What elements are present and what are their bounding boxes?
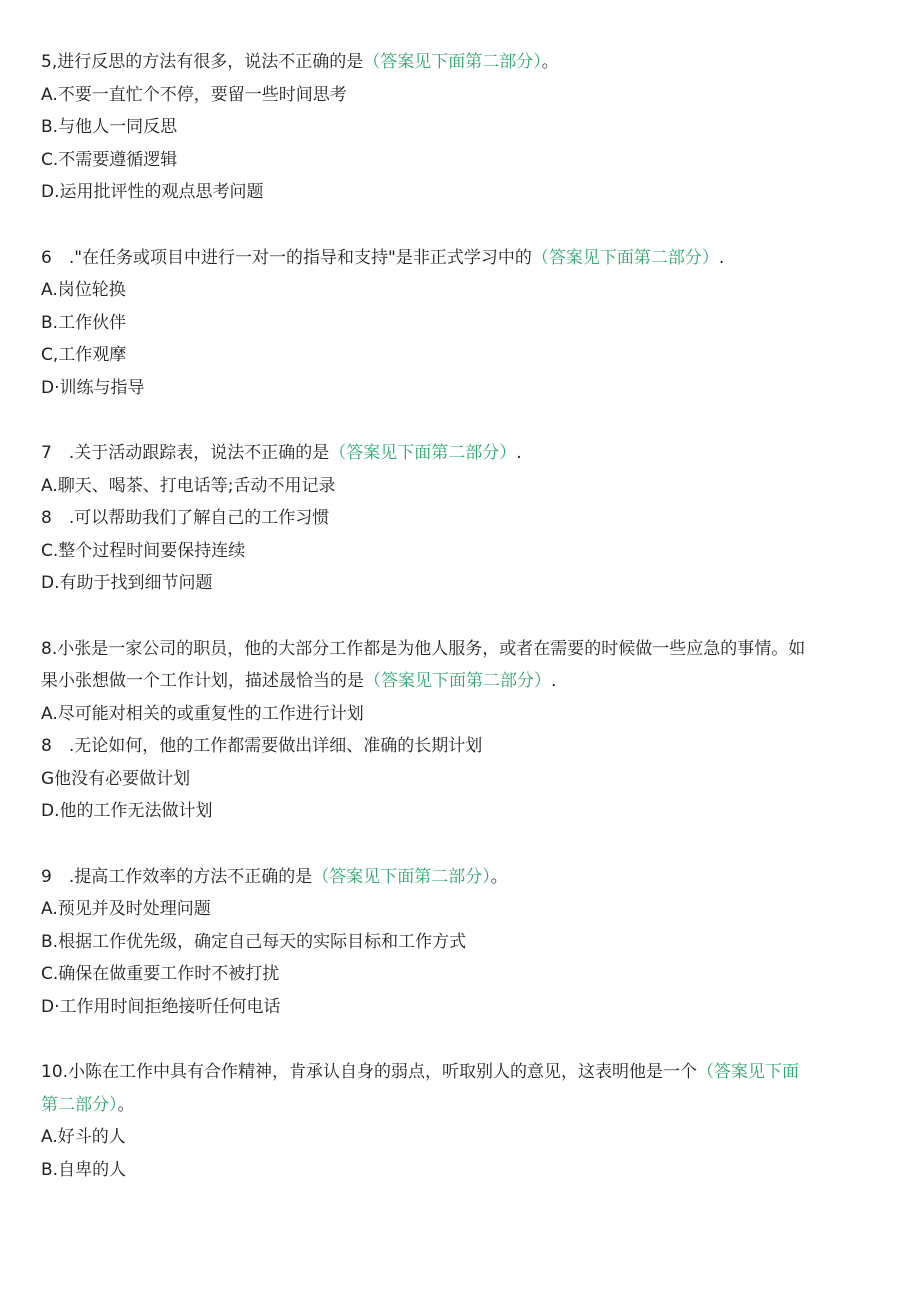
answer-hint: 第二部分）	[41, 1094, 118, 1115]
question-list	[41, 46, 881, 1219]
option-b: B.自卑的人	[41, 1159, 127, 1180]
option-b: B.工作伙伴	[41, 312, 127, 333]
question-stem-line2	[41, 1089, 881, 1122]
stem-text: 6 ."在任务或项目中进行一对一的指导和支持"是非正式学习中的	[41, 247, 532, 268]
question-7	[41, 437, 881, 600]
question-stem-line2	[41, 665, 881, 698]
answer-hint: （答案见下面第二部分）	[329, 443, 517, 463]
option-d: D·工作用时间拒绝接听任何电话	[41, 996, 281, 1017]
stem-tail: 。	[117, 1094, 135, 1115]
question-stem	[41, 242, 881, 275]
stem-text: 5,进行反思的方法有很多，说法不正确的是	[41, 52, 364, 72]
option-a: A.聊天、喝茶、打电话等;舌动不用记录	[41, 475, 336, 496]
option-a: A.尽可能对相关的或重复性的工作进行计划	[41, 703, 364, 724]
answer-hint: （答案见下面第二部分）	[312, 866, 491, 887]
option-b: B.根据工作优先级，确定自己每天的实际目标和工作方式	[41, 931, 467, 952]
question-9	[41, 861, 881, 1024]
stem-tail: .	[551, 671, 557, 691]
stem-tail: 。	[490, 866, 508, 887]
question-stem-line1: 8.小张是一家公司的职员，他的大部分工作都是为他人服务，或者在需要的时候做一些应急的事情。如	[41, 638, 806, 659]
option-a: A.不要一直忙个不停，要留一些时间思考	[41, 84, 347, 105]
option-d: D.有助于找到细节问题	[41, 573, 213, 593]
stem-text: 9 .提高工作效率的方法不正确的是	[41, 866, 313, 887]
question-stem	[41, 46, 881, 79]
option-c: C,工作观摩	[41, 345, 127, 365]
option-c: G他没有必要做计划	[41, 768, 191, 789]
question-10	[41, 1056, 881, 1186]
option-a: A.好斗的人	[41, 1127, 126, 1147]
answer-hint: （答案见下面第二部分）	[531, 247, 719, 268]
option-d: D.运用批评性的观点思考问题	[41, 182, 264, 202]
stem-tail: 。	[541, 52, 559, 72]
option-c: C.整个过程时间要保持连续	[41, 540, 246, 561]
option-d: D·训练与指导	[41, 377, 145, 398]
option-b: 8 .无论如何，他的工作都需要做出详细、准确的长期计划	[41, 736, 483, 756]
question-stem-line1	[41, 1056, 881, 1089]
option-c: C.不需要遵循逻辑	[41, 149, 178, 170]
question-8	[41, 633, 881, 828]
answer-hint: （答案见下面	[697, 1062, 800, 1082]
stem-tail: .	[516, 443, 522, 463]
question-5	[41, 46, 881, 209]
stem-tail: .	[718, 247, 725, 268]
question-stem	[41, 437, 881, 470]
answer-hint: （答案见下面第二部分）	[364, 671, 551, 691]
option-a: A.岗位轮换	[41, 280, 126, 300]
option-d: D.他的工作无法做计划	[41, 801, 213, 821]
stem-text: 10.小陈在工作中具有合作精神，肯承认自身的弱点，听取别人的意见，这表明他是一个	[41, 1062, 698, 1082]
option-a: A.预见并及时处理问题	[41, 899, 211, 919]
option-c: C.确保在做重要工作时不被打扰	[41, 964, 280, 984]
option-b: B.与他人一同反思	[41, 117, 178, 137]
question-stem	[41, 861, 881, 894]
answer-hint: （答案见下面第二部分）	[363, 52, 542, 72]
stem-text: 果小张想做一个工作计划，描述晟恰当的是	[41, 671, 364, 691]
stem-text: 7 .关于活动跟踪表，说法不正确的是	[41, 443, 330, 463]
question-6	[41, 242, 881, 405]
option-b: 8 .可以帮助我们了解自己的工作习惯	[41, 508, 330, 528]
